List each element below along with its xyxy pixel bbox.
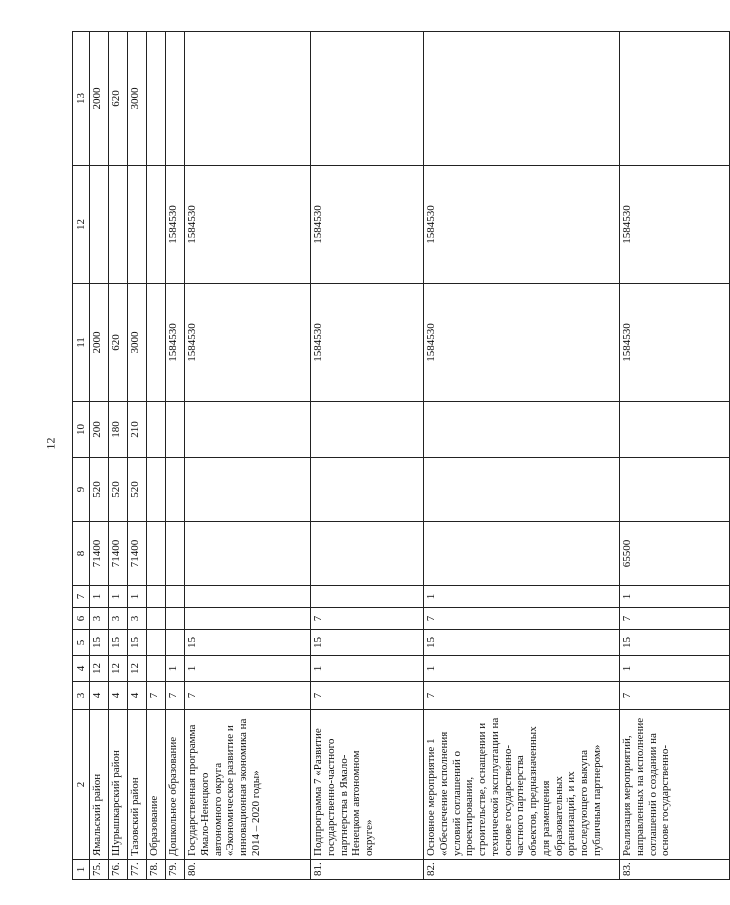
value-cell-col11: 1584530 bbox=[311, 284, 424, 402]
column-header-8: 8 bbox=[73, 522, 90, 586]
value-cell-col12 bbox=[147, 166, 166, 284]
row-name-cell: Тазовский район bbox=[128, 710, 147, 860]
value-cell-col11: 1584530 bbox=[166, 284, 185, 402]
value-cell-col4: 1 bbox=[620, 656, 730, 682]
row-name-cell: Подпрограмма 7 «Развитие государственно-частного партнерства в Ямало-Ненецком автономном округе» bbox=[311, 710, 424, 860]
value-cell-col13 bbox=[620, 32, 730, 166]
column-header-11: 11 bbox=[73, 284, 90, 402]
value-cell-col13: 620 bbox=[109, 32, 128, 166]
value-cell-col10 bbox=[166, 402, 185, 458]
row-number-cell: 78. bbox=[147, 860, 166, 880]
value-cell-col11: 620 bbox=[109, 284, 128, 402]
table-row bbox=[128, 32, 147, 880]
column-header-13: 13 bbox=[73, 32, 90, 166]
value-cell-col6: 7 bbox=[620, 608, 730, 630]
value-cell-col4 bbox=[147, 656, 166, 682]
value-cell-col8 bbox=[166, 522, 185, 586]
value-cell-col12: 1584530 bbox=[166, 166, 185, 284]
value-cell-col11: 3000 bbox=[128, 284, 147, 402]
value-cell-col11: 1584530 bbox=[424, 284, 620, 402]
value-cell-col3: 4 bbox=[90, 682, 109, 710]
row-name-cell: Государственная программа Ямало-Ненецкого автономного округа «Экономическое развитие и инновационная экономика на 2014 – 2020 годы» bbox=[185, 710, 311, 860]
value-cell-col3: 7 bbox=[147, 682, 166, 710]
row-number-cell: 77. bbox=[128, 860, 147, 880]
value-cell-col9 bbox=[424, 458, 620, 522]
value-cell-col12 bbox=[109, 166, 128, 284]
budget-table-sheet bbox=[72, 32, 672, 880]
row-number-cell: 79. bbox=[166, 860, 185, 880]
row-name-cell: Ямальский район bbox=[90, 710, 109, 860]
value-cell-col12: 1584530 bbox=[424, 166, 620, 284]
column-header-12: 12 bbox=[73, 166, 90, 284]
value-cell-col12 bbox=[128, 166, 147, 284]
value-cell-col4: 12 bbox=[128, 656, 147, 682]
value-cell-col7: 1 bbox=[424, 586, 620, 608]
value-cell-col13: 3000 bbox=[128, 32, 147, 166]
value-cell-col11: 1584530 bbox=[620, 284, 730, 402]
value-cell-col6 bbox=[166, 608, 185, 630]
row-number-cell: 82. bbox=[424, 860, 620, 880]
value-cell-col11 bbox=[147, 284, 166, 402]
row-name-cell: Шурышкарский район bbox=[109, 710, 128, 860]
value-cell-col8 bbox=[147, 522, 166, 586]
table-row bbox=[90, 32, 109, 880]
value-cell-col9: 520 bbox=[109, 458, 128, 522]
value-cell-col7: 1 bbox=[109, 586, 128, 608]
value-cell-col5: 15 bbox=[311, 630, 424, 656]
rotated-table-area bbox=[72, 32, 672, 880]
value-cell-col13: 2000 bbox=[90, 32, 109, 166]
table-row bbox=[109, 32, 128, 880]
value-cell-col13 bbox=[185, 32, 311, 166]
value-cell-col12: 1584530 bbox=[620, 166, 730, 284]
column-header-9: 9 bbox=[73, 458, 90, 522]
value-cell-col10: 200 bbox=[90, 402, 109, 458]
column-header-3: 3 bbox=[73, 682, 90, 710]
value-cell-col4: 12 bbox=[109, 656, 128, 682]
value-cell-col4: 12 bbox=[90, 656, 109, 682]
value-cell-col5: 15 bbox=[128, 630, 147, 656]
value-cell-col3: 7 bbox=[311, 682, 424, 710]
value-cell-col10 bbox=[311, 402, 424, 458]
value-cell-col5: 15 bbox=[109, 630, 128, 656]
header-row bbox=[73, 32, 90, 880]
value-cell-col13 bbox=[147, 32, 166, 166]
table-row bbox=[311, 32, 424, 880]
row-number-cell: 81. bbox=[311, 860, 424, 880]
value-cell-col9 bbox=[620, 458, 730, 522]
value-cell-col10: 180 bbox=[109, 402, 128, 458]
value-cell-col9: 520 bbox=[90, 458, 109, 522]
row-name-cell: Основное мероприятие 1 «Обеспечение исполнения условий соглашений о проектировании, строительстве, оснащении и технической эксплуатации на основе государственно-частного партнерства объектов, предназначенных для размещения образовательных организаций, и их последующего выкупа публичным партнером» bbox=[424, 710, 620, 860]
value-cell-col7 bbox=[185, 586, 311, 608]
row-name-cell: Образование bbox=[147, 710, 166, 860]
value-cell-col12: 1584530 bbox=[185, 166, 311, 284]
table-row bbox=[147, 32, 166, 880]
value-cell-col5: 15 bbox=[90, 630, 109, 656]
value-cell-col3: 4 bbox=[109, 682, 128, 710]
column-header-4: 4 bbox=[73, 656, 90, 682]
value-cell-col6: 7 bbox=[424, 608, 620, 630]
page-number: 12 bbox=[43, 437, 58, 450]
value-cell-col4: 1 bbox=[166, 656, 185, 682]
column-header-2: 2 bbox=[73, 710, 90, 860]
value-cell-col8: 71400 bbox=[128, 522, 147, 586]
table-row bbox=[166, 32, 185, 880]
row-number-cell: 80. bbox=[185, 860, 311, 880]
value-cell-col5: 15 bbox=[620, 630, 730, 656]
value-cell-col10 bbox=[424, 402, 620, 458]
value-cell-col5: 15 bbox=[424, 630, 620, 656]
value-cell-col8 bbox=[424, 522, 620, 586]
value-cell-col12: 1584530 bbox=[311, 166, 424, 284]
row-number-cell: 76. bbox=[109, 860, 128, 880]
value-cell-col3: 7 bbox=[185, 682, 311, 710]
value-cell-col4: 1 bbox=[311, 656, 424, 682]
value-cell-col11: 2000 bbox=[90, 284, 109, 402]
value-cell-col10 bbox=[147, 402, 166, 458]
table-row bbox=[620, 32, 730, 880]
value-cell-col7 bbox=[166, 586, 185, 608]
value-cell-col5 bbox=[166, 630, 185, 656]
value-cell-col5: 15 bbox=[185, 630, 311, 656]
row-number-cell: 83. bbox=[620, 860, 730, 880]
value-cell-col13 bbox=[311, 32, 424, 166]
column-header-1: 1 bbox=[73, 860, 90, 880]
value-cell-col8: 65500 bbox=[620, 522, 730, 586]
column-header-10: 10 bbox=[73, 402, 90, 458]
value-cell-col3: 7 bbox=[620, 682, 730, 710]
value-cell-col10: 210 bbox=[128, 402, 147, 458]
value-cell-col6: 3 bbox=[128, 608, 147, 630]
value-cell-col6: 7 bbox=[311, 608, 424, 630]
value-cell-col9 bbox=[311, 458, 424, 522]
value-cell-col9 bbox=[185, 458, 311, 522]
value-cell-col9: 520 bbox=[128, 458, 147, 522]
value-cell-col9 bbox=[166, 458, 185, 522]
value-cell-col8: 71400 bbox=[109, 522, 128, 586]
row-number-cell: 75. bbox=[90, 860, 109, 880]
value-cell-col13 bbox=[424, 32, 620, 166]
column-header-6: 6 bbox=[73, 608, 90, 630]
value-cell-col6: 3 bbox=[90, 608, 109, 630]
value-cell-col9 bbox=[147, 458, 166, 522]
value-cell-col12 bbox=[90, 166, 109, 284]
value-cell-col6: 3 bbox=[109, 608, 128, 630]
value-cell-col8: 71400 bbox=[90, 522, 109, 586]
row-name-cell: Реализация мероприятий, направленных на исполнение соглашений о создании на основе государственно- bbox=[620, 710, 730, 860]
value-cell-col6 bbox=[147, 608, 166, 630]
value-cell-col4: 1 bbox=[185, 656, 311, 682]
value-cell-col8 bbox=[185, 522, 311, 586]
value-cell-col8 bbox=[311, 522, 424, 586]
value-cell-col7 bbox=[147, 586, 166, 608]
column-header-7: 7 bbox=[73, 586, 90, 608]
value-cell-col10 bbox=[620, 402, 730, 458]
value-cell-col3: 7 bbox=[424, 682, 620, 710]
value-cell-col13 bbox=[166, 32, 185, 166]
value-cell-col7: 1 bbox=[620, 586, 730, 608]
value-cell-col11: 1584530 bbox=[185, 284, 311, 402]
budget-table bbox=[72, 31, 730, 880]
table-row bbox=[424, 32, 620, 880]
column-header-5: 5 bbox=[73, 630, 90, 656]
value-cell-col3: 4 bbox=[128, 682, 147, 710]
row-name-cell: Дошкольное образование bbox=[166, 710, 185, 860]
value-cell-col7 bbox=[311, 586, 424, 608]
value-cell-col7: 1 bbox=[90, 586, 109, 608]
value-cell-col3: 7 bbox=[166, 682, 185, 710]
value-cell-col4: 1 bbox=[424, 656, 620, 682]
table-row bbox=[185, 32, 311, 880]
value-cell-col10 bbox=[185, 402, 311, 458]
value-cell-col5 bbox=[147, 630, 166, 656]
value-cell-col7: 1 bbox=[128, 586, 147, 608]
value-cell-col6 bbox=[185, 608, 311, 630]
